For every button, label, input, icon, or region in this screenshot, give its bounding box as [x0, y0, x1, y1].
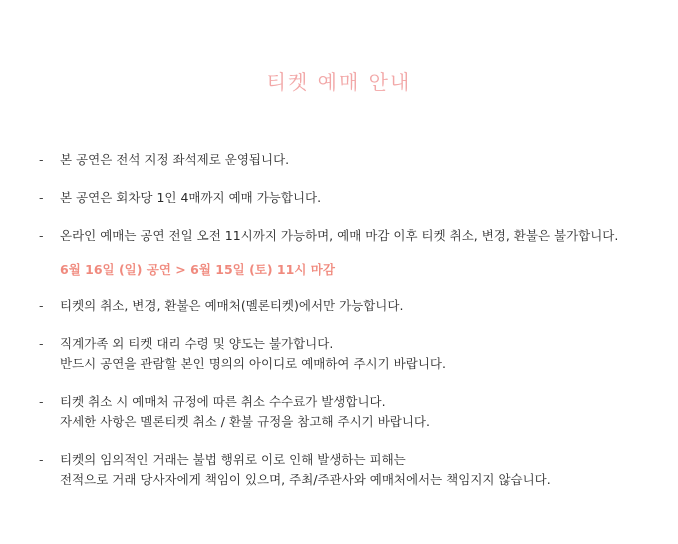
deadline-text: 6월 16일 (일) 공연 > 6월 15일 (토) 11시 마감 — [60, 262, 335, 277]
notice-text: 본 공연은 회차당 1인 4매까지 예매 가능합니다. — [60, 190, 322, 205]
bullet-dash: - — [39, 152, 44, 167]
notice-item-seating — [36, 150, 656, 170]
notice-text-continued: 반드시 공연을 관람할 본인 명의의 아이디로 예매하여 주시기 바랍니다. — [60, 356, 446, 371]
page-title: 티켓 예매 안내 — [266, 70, 412, 94]
bullet-dash: - — [39, 452, 44, 467]
notice-text-continued: 전적으로 거래 당사자에게 책임이 있으며, 주최/주관사와 예매처에서는 책임지지 않습니다. — [60, 472, 551, 487]
notice-deadline-highlight — [36, 260, 656, 280]
notice-item-ticket-limit — [36, 188, 656, 208]
bullet-dash: - — [39, 228, 44, 243]
notice-text: 티켓 취소 시 예매처 규정에 따른 취소 수수료가 발생합니다. — [60, 394, 386, 409]
notice-text-continued: 자세한 사항은 멜론티켓 취소 / 환불 규정을 참고해 주시기 바랍니다. — [60, 414, 430, 429]
notice-text: 본 공연은 전석 지정 좌석제로 운영됩니다. — [60, 152, 290, 167]
bullet-dash: - — [39, 190, 44, 205]
bullet-dash: - — [39, 298, 44, 313]
notice-item-illegal-trade — [36, 450, 656, 490]
notice-item-transfer — [36, 334, 656, 374]
bullet-dash: - — [39, 394, 44, 409]
notice-text: 티켓의 취소, 변경, 환불은 예매처(멜론티켓)에서만 가능합니다. — [60, 298, 404, 313]
notice-text: 직계가족 외 티켓 대리 수령 및 양도는 불가합니다. — [60, 336, 334, 351]
notice-item-online-deadline — [36, 226, 656, 246]
bullet-dash: - — [39, 336, 44, 351]
notice-text: 티켓의 임의적인 거래는 불법 행위로 이로 인해 발생하는 피해는 — [60, 452, 406, 467]
notice-item-cancel-fee — [36, 392, 656, 432]
notice-list — [36, 150, 656, 508]
notice-item-cancel-policy — [36, 296, 656, 316]
notice-text: 온라인 예매는 공연 전일 오전 11시까지 가능하며, 예매 마감 이후 티켓 취소, 변경, 환불은 불가합니다. — [60, 228, 619, 243]
